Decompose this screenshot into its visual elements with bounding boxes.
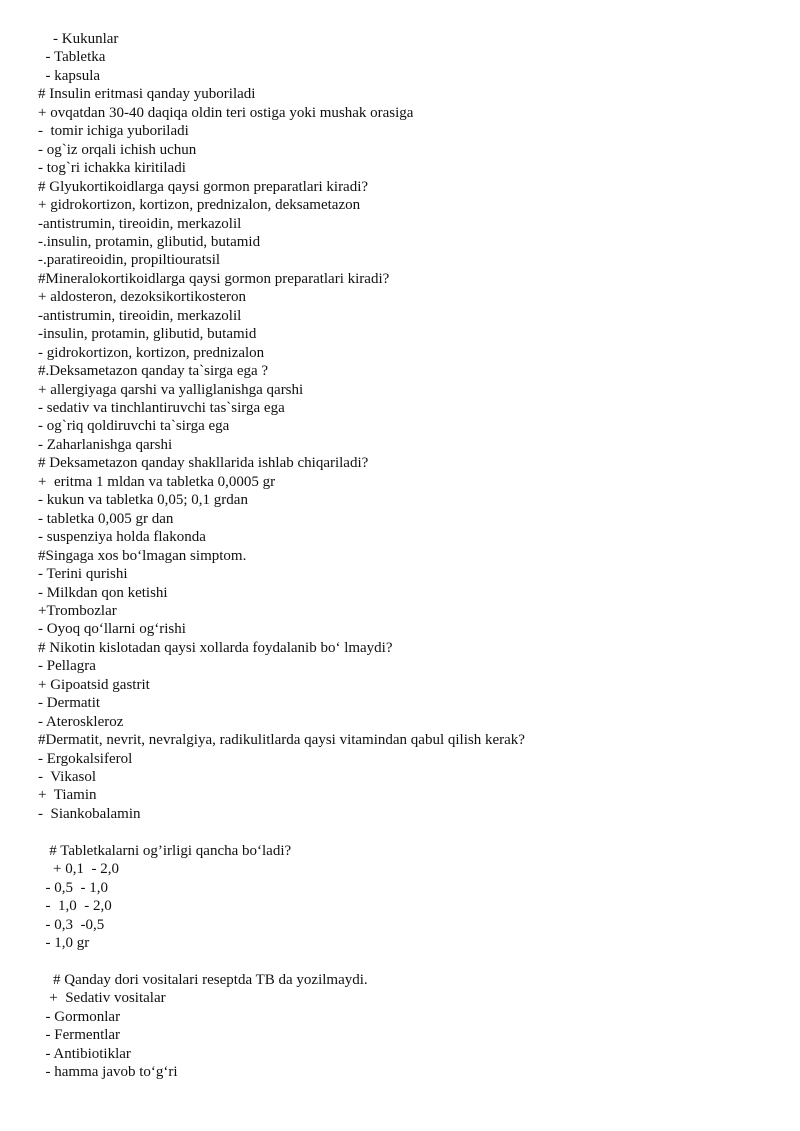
document-line: - Ateroskleroz (38, 713, 124, 730)
document-line: - Zaharlanishga qarshi (38, 436, 173, 453)
document-line: - Antibiotiklar (38, 1045, 131, 1062)
document-line: # Deksametazon qanday shakllarida ishlab chiqariladi? (38, 455, 369, 472)
document-line: - kapsula (38, 67, 101, 84)
document-line: - Siankobalamin (38, 805, 141, 822)
document-line: + 0,1 - 2,0 (38, 861, 119, 878)
document-line: -antistrumin, tireoidin, merkazolil (38, 307, 242, 324)
document-line: - Vikasol (38, 769, 96, 785)
document-line: # Glyukortikoidlarga qaysi gormon preparatlari kiradi? (38, 178, 369, 195)
document-line: # Qanday dori vositalari reseptda TB da yozilmaydi. (38, 971, 368, 988)
document-line: - Tabletka (38, 49, 106, 66)
document-line: - hamma javob to‘g‘ri (38, 1064, 178, 1081)
document-line: - Ergokalsiferol (38, 750, 133, 767)
document-line: - sedativ va tinchlantiruvchi tas`sirga ega (38, 400, 285, 416)
document-line: - Gormonlar (38, 1008, 121, 1025)
document-line: #Mineralokortikoidlarga qaysi gormon preparatlari kiradi? (38, 270, 390, 287)
document-line: # Insulin eritmasi qanday yuboriladi (38, 86, 256, 103)
document-line: + eritma 1 mldan va tabletka 0,0005 gr (38, 473, 276, 490)
document-line: - tog`ri ichakka kiritiladi (38, 160, 186, 177)
document-line: - Milkdan qon ketishi (38, 584, 168, 601)
document-line: + Sedativ vositalar (38, 990, 166, 1007)
document-line: -antistrumin, tireoidin, merkazolil (38, 215, 242, 232)
document-line: + aldosteron, dezoksikortikosteron (38, 289, 247, 306)
document-line: -.paratireoidin, propiltiouratsil (38, 252, 221, 269)
document-line: - Dermatit (38, 695, 101, 712)
document-line: # Tabletkalarni og’irligi qancha bo‘ladi? (38, 842, 292, 859)
document-line: +Trombozlar (38, 602, 117, 619)
document-line: - og`riq qoldiruvchi ta`sirga ega (38, 418, 230, 435)
document-line: - Kukunlar (38, 31, 119, 47)
document-line: - 0,5 - 1,0 (38, 879, 108, 896)
document-line: - kukun va tabletka 0,05; 0,1 grdan (38, 492, 248, 509)
document-line: - Terini qurishi (38, 566, 128, 583)
document-line: - Oyoq qo‘llarni og‘rishi (38, 621, 186, 638)
document-line: - og`iz orqali ichish uchun (38, 141, 197, 158)
document-line: #Dermatit, nevrit, nevralgiya, radikulitlarda qaysi vitamindan qabul qilish kerak? (38, 732, 525, 749)
document-line: #Singaga xos bo‘lmagan simptom. (38, 547, 247, 564)
document-line: - Pellagra (38, 658, 96, 675)
document-line: - 1,0 gr (38, 935, 90, 952)
document-line: - Fermentlar (38, 1027, 121, 1044)
document-line: + ovqatdan 30-40 daqiqa oldin teri ostiga yoki mushak orasiga (38, 104, 414, 121)
document-line: -.insulin, protamin, glibutid, butamid (38, 233, 261, 250)
document-line: # Nikotin kislotadan qaysi xollarda foydalanib bo‘ lmaydi? (38, 639, 393, 656)
document-line: - tabletka 0,005 gr dan (38, 510, 174, 527)
document-line: + allergiyaga qarshi va yalliglanishga qarshi (38, 381, 304, 398)
document-line: - suspenziya holda flakonda (38, 529, 206, 546)
document-line: + Gipoatsid gastrit (38, 676, 150, 693)
document-line: - tomir ichiga yuboriladi (38, 123, 189, 140)
document-line: #.Deksametazon qanday ta`sirga ega ? (38, 363, 269, 380)
document-line: -insulin, protamin, glibutid, butamid (38, 326, 257, 343)
document-line: - gidrokortizon, kortizon, prednizalon (38, 344, 265, 361)
document-line: - 1,0 - 2,0 (38, 898, 112, 915)
document-line: - 0,3 -0,5 (38, 916, 105, 933)
document-line: + Tiamin (38, 787, 97, 804)
document-line: + gidrokortizon, kortizon, prednizalon, deksametazon (38, 197, 361, 214)
